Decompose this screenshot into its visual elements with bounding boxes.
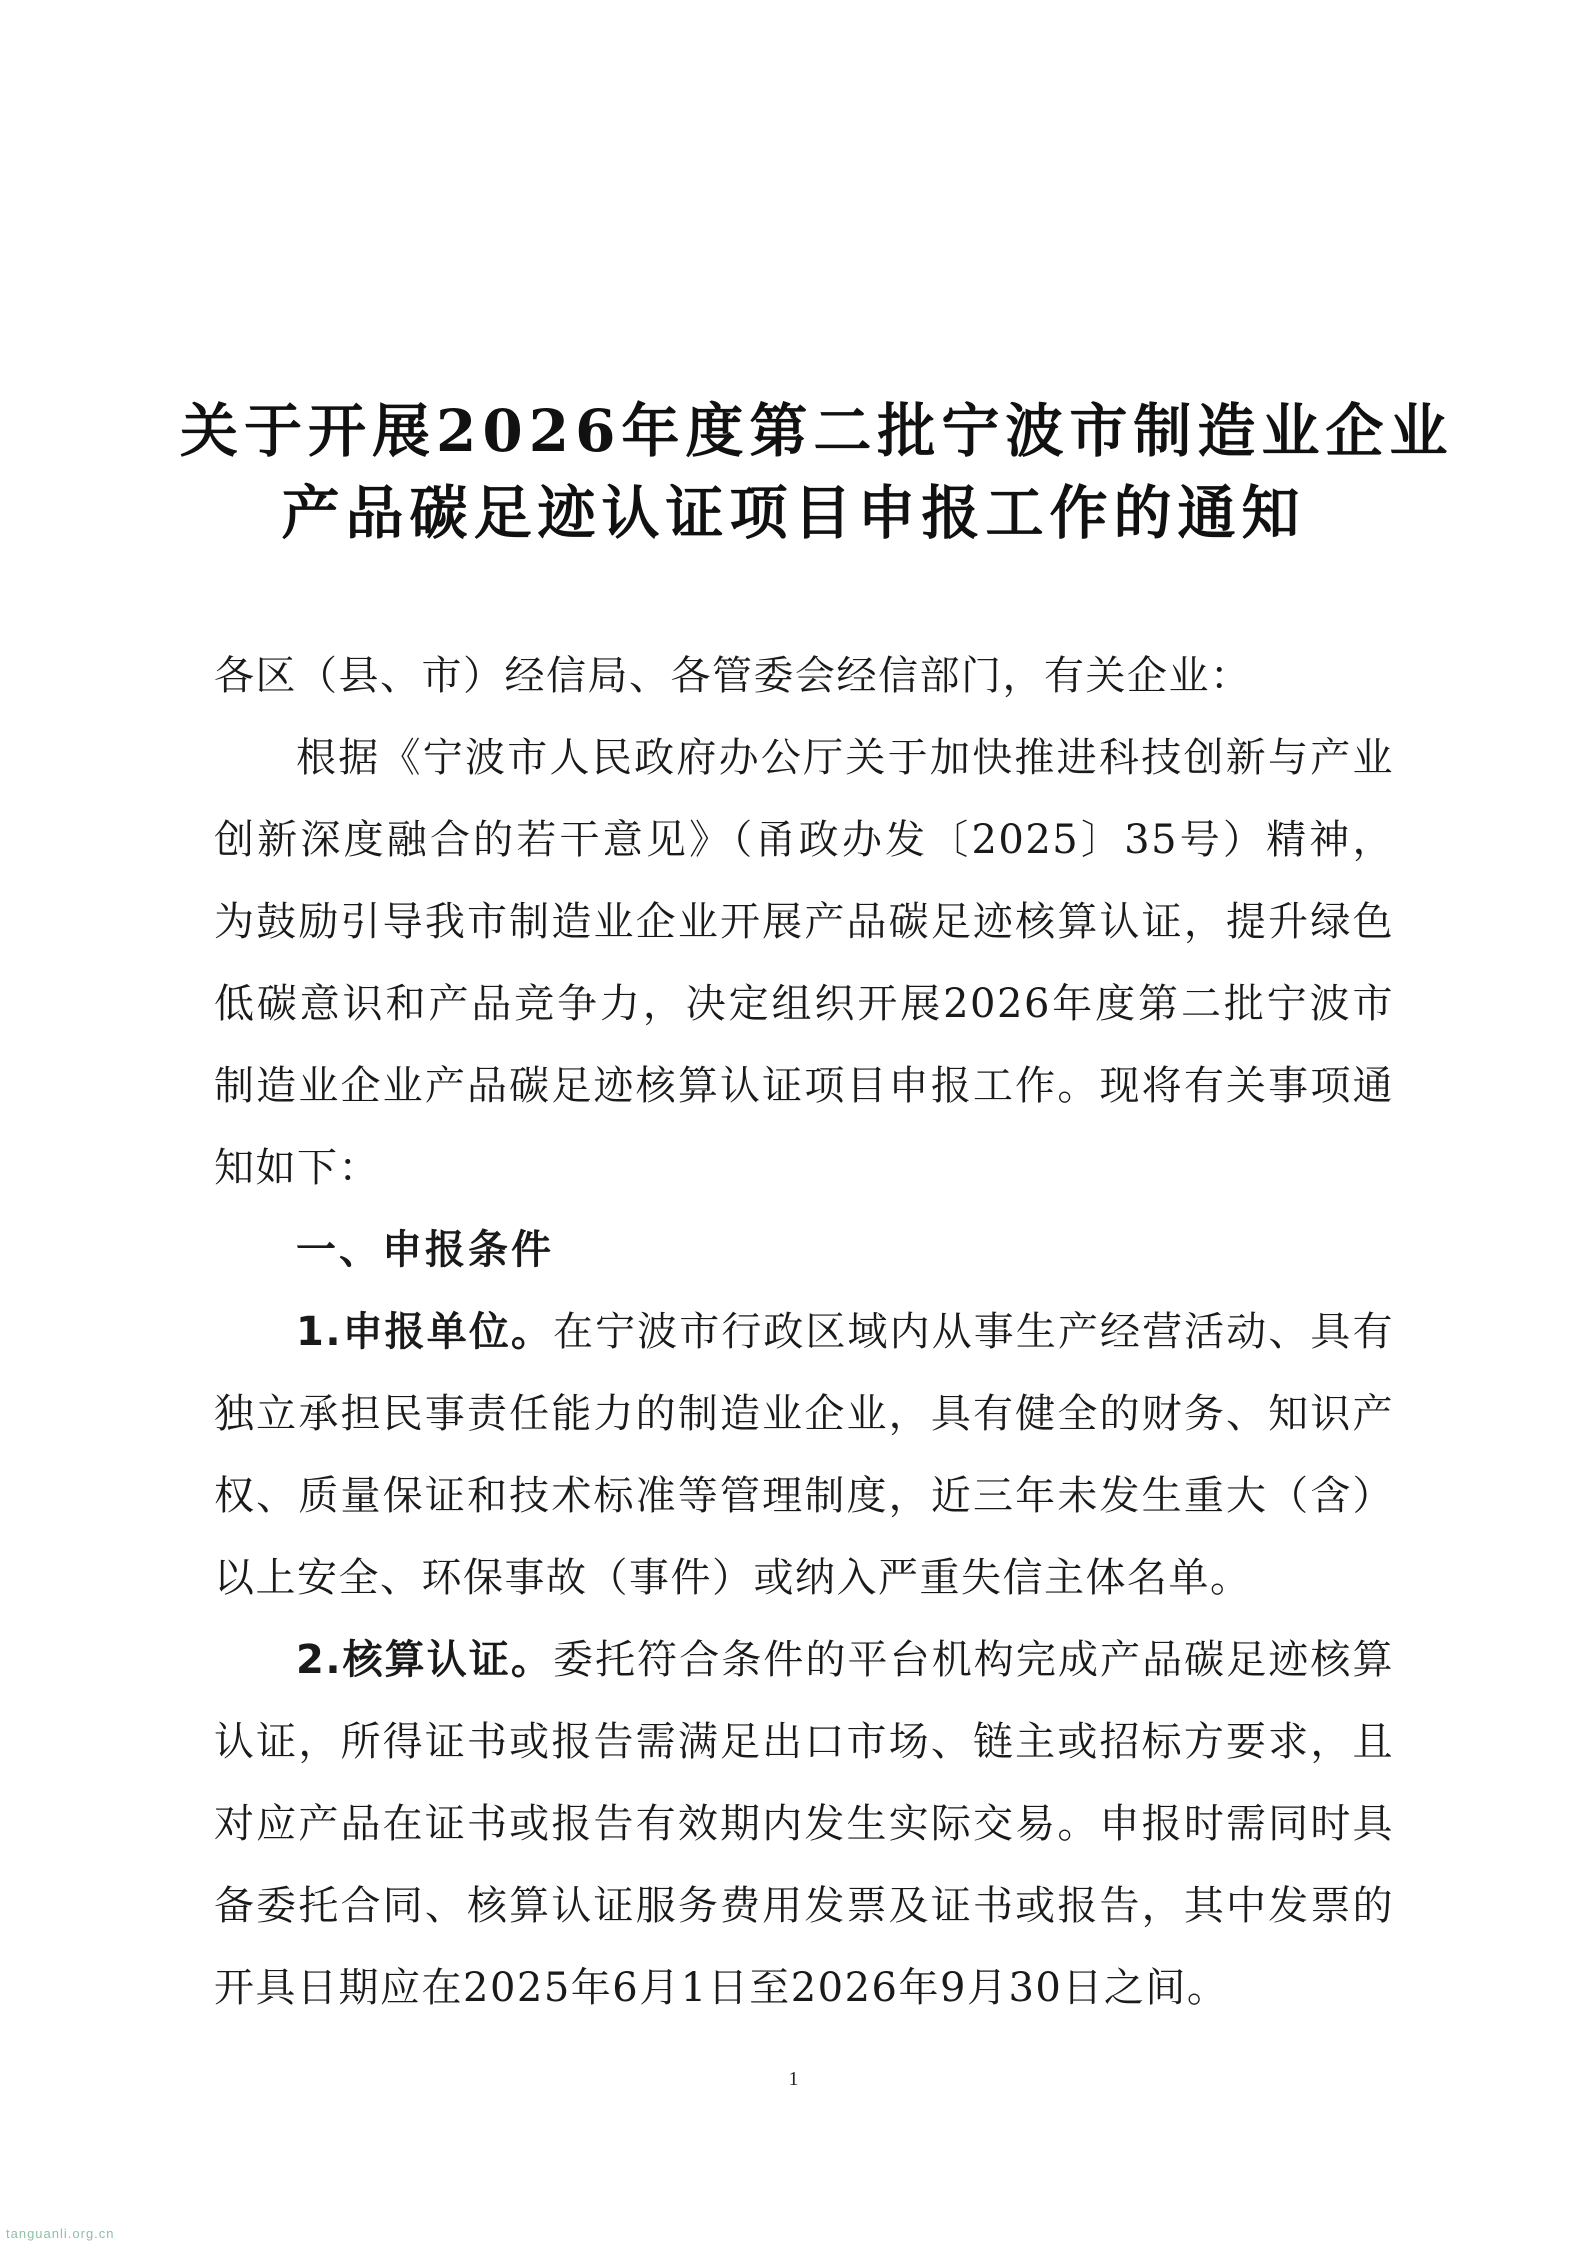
item-1-line: 以上安全、环保事故（事件）或纳入严重失信主体名单。 (214, 1555, 1252, 1601)
item-1-line: 独立承担民事责任能力的制造业企业，具有健全的财务、知识产 (214, 1391, 1394, 1437)
intro-line: 为鼓励引导我市制造业企业开展产品碳足迹核算认证，提升绿色 (214, 899, 1394, 945)
item-1-text: 在宁波市行政区域内从事生产经营活动、具有 (553, 1309, 1394, 1355)
page-number: 1 (788, 2068, 799, 2090)
salutation: 各区（县、市）经信局、各管委会经信部门，有关企业： (214, 653, 1252, 699)
item-2-first-line (296, 1637, 1394, 1683)
intro-line: 知如下： (214, 1145, 380, 1191)
watermark: tanguanli.org.cn (6, 2226, 115, 2241)
intro-line: 低碳意识和产品竞争力，决定组织开展2026年度第二批宁波市 (214, 981, 1394, 1027)
item-2-line: 对应产品在证书或报告有效期内发生实际交易。申报时需同时具 (214, 1801, 1394, 1847)
intro-line: 根据《宁波市人民政府办公厅关于加快推进科技创新与产业 (296, 735, 1394, 781)
item-2-lead: 2.核算认证。 (296, 1637, 553, 1683)
item-2-text: 委托符合条件的平台机构完成产品碳足迹核算 (553, 1637, 1394, 1683)
document-title-line-1: 关于开展2026年度第二批宁波市制造业企业 (180, 397, 1454, 465)
item-2-line: 开具日期应在2025年6月1日至2026年9月30日之间。 (214, 1965, 1229, 2011)
item-2-line: 认证，所得证书或报告需满足出口市场、链主或招标方要求，且 (214, 1719, 1394, 1765)
document-title-line-2: 产品碳足迹认证项目申报工作的通知 (281, 479, 1306, 547)
item-1-lead: 1.申报单位。 (296, 1309, 553, 1355)
item-1-first-line (296, 1309, 1394, 1355)
intro-line: 创新深度融合的若干意见》（甬政办发〔2025〕35号）精神， (214, 817, 1394, 863)
intro-line: 制造业企业产品碳足迹核算认证项目申报工作。现将有关事项通 (214, 1063, 1394, 1109)
item-1-line: 权、质量保证和技术标准等管理制度，近三年未发生重大（含） (214, 1473, 1394, 1519)
section-heading: 一、申报条件 (296, 1227, 554, 1273)
item-2-line: 备委托合同、核算认证服务费用发票及证书或报告，其中发票的 (214, 1883, 1394, 1929)
